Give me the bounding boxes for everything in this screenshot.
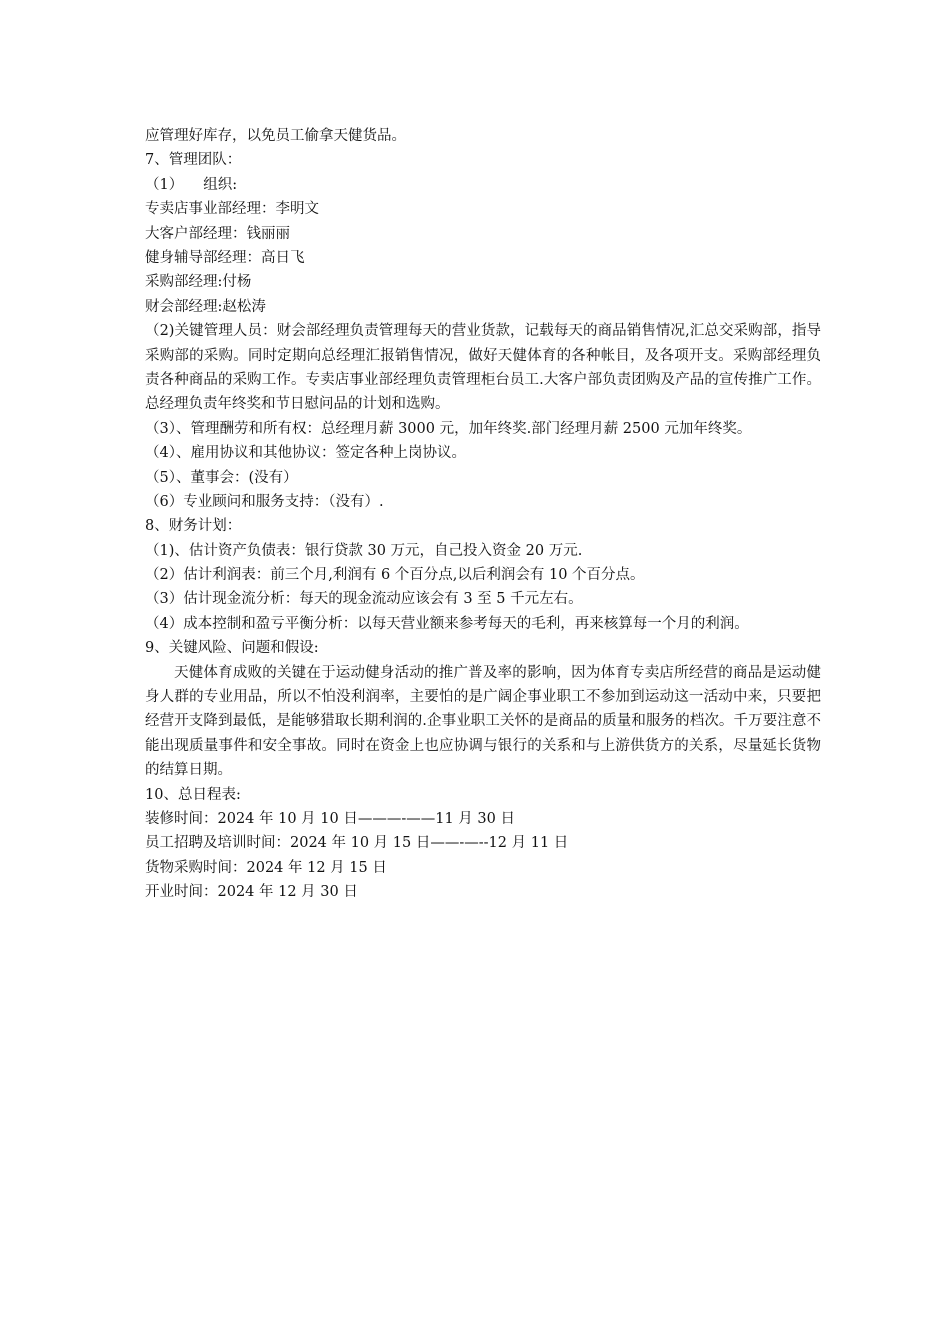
financial-plan-heading: 8、财务计划： [145,518,242,535]
manager-purchasing: 采购部经理:付杨 [145,274,252,291]
manager-key-accounts: 大客户部经理：钱丽丽 [145,225,290,242]
schedule-renovation: 装修时间：2024 年 10 月 10 日———-——11 月 30 日 [145,811,515,828]
management-team-heading: 7、管理团队： [145,152,242,169]
schedule-heading: 10、总日程表: [145,786,241,803]
manager-fitness-guidance: 健身辅导部经理：高日飞 [145,249,305,266]
advisors-item: （6）专业顾问和服务支持：（没有）. [145,493,384,510]
organization-label: 组织: [203,176,238,193]
cost-control-paragraph: （4）成本控制和盈亏平衡分析：以每天营业额来参考每天的毛利，再来核算每一个月的利润。 [145,615,749,632]
manager-finance: 财会部经理:赵松涛 [145,298,266,315]
manager-store-division: 专卖店事业部经理：李明文 [145,201,319,218]
risks-paragraph: 天健体育成败的关键在于运动健身活动的推广普及率的影响，因为体育专卖店所经营的商品是运动健身人群的专业用品，所以不怕没利润率，主要怕的是广阔企事业职工不参加到运动这一活动中来，只要把经营开支降到最低，是能够猎取长期利润的.企事业职工关怀的是商品的质量和服务的档次。千万要注意不能出现质量事件和安全事故。同时在资金上也应协调与银行的关系和与上游供货方的关系，尽量延长货物的结算日期。 [145,664,821,779]
compensation-item: （3）、管理酬劳和所有权：总经理月薪 3000 元，加年终奖.部门经理月薪 2500 元加年终奖。 [145,420,752,437]
cash-flow-item: （3）估计现金流分析：每天的现金流动应该会有 3 至 5 千元左右。 [145,591,583,608]
schedule-procurement: 货物采购时间：2024 年 12 月 15 日 [145,859,387,876]
inventory-note-line: 应管理好库存，以免员工偷拿天健货品。 [145,128,406,144]
income-statement-item: （2）估计利润表：前三个月,利润有 6 个百分点,以后利润会有 10 个百分点。 [145,567,645,584]
key-personnel-paragraph: （2)关键管理人员：财会部经理负责管理每天的营业货款，记载每天的商品销售情况,汇总交采购部，指导采购部的采购。同时定期向总经理汇报销售情况，做好天健体育的各种帐目，及各项开支。采购部经理负责各种商品的采购工作。专卖店事业部经理负责管理柜台员工.大客户部负责团购及产品的宣传推广工作。总经理负责年终奖和节日慰问品的计划和选购。 [145,323,821,413]
employment-agreements-item: （4）、雇用协议和其他协议：签定各种上岗协议。 [145,445,466,462]
schedule-opening: 开业时间：2024 年 12 月 30 日 [145,884,358,901]
document-body [145,124,821,905]
schedule-recruitment: 员工招聘及培训时间：2024 年 10 月 15 日——-—--12 月 11 日 [145,835,569,852]
organization-item [145,173,821,197]
organization-number: （1） [145,176,184,193]
balance-sheet-item: （1)、估计资产负债表：银行贷款 30 万元，自己投入资金 20 万元. [145,542,583,559]
risks-heading: 9、关键风险、问题和假设: [145,640,319,657]
board-item: （5）、董事会：(没有） [145,469,298,486]
